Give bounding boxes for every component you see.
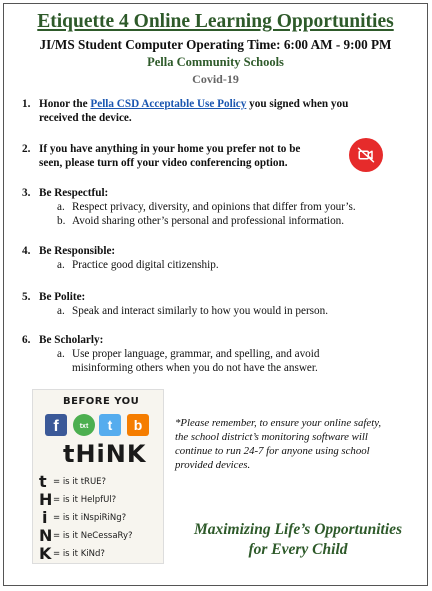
poster-row: t = is it tRUE? — [39, 472, 107, 491]
svg-text:txt: txt — [79, 423, 89, 430]
page-title: Etiquette 4 Online Learning Opportunities — [37, 11, 394, 32]
sub-letter: b. — [57, 215, 66, 227]
facebook-icon — [45, 414, 67, 436]
note-line: provided devices. — [175, 459, 251, 471]
poster-row: N = is it NeCessaRy? — [39, 526, 133, 545]
item-label: Be Responsible: — [39, 245, 116, 257]
poster-heading: BEFORE YOU — [63, 396, 140, 407]
blogger-icon — [127, 414, 149, 436]
motto-line-1: Maximizing Life’s Opportunities — [193, 521, 403, 538]
sub-text: Practice good digital citizenship. — [72, 259, 219, 271]
motto-line-2: for Every Child — [248, 541, 348, 558]
topic-label: Covid-19 — [192, 72, 239, 86]
sub-text: misinforming others when you do not have the answer. — [72, 362, 318, 374]
item-label: Be Respectful: — [39, 187, 109, 199]
district-motto — [172, 520, 424, 560]
sub-text: Use proper language, grammar, and spelling, and avoid — [72, 348, 320, 360]
item-text: Honor the — [39, 98, 91, 110]
item-line: If you have anything in your home you prefer not to be — [39, 143, 301, 155]
sub-text: Respect privacy, diversity, and opinions that differ from your’s. — [72, 201, 356, 213]
poster-think: tHiNK — [63, 440, 147, 468]
sub-text: Avoid sharing other’s personal and professional information. — [72, 215, 345, 227]
note-line: *Please remember, to ensure your online safety, — [175, 417, 382, 429]
think-poster — [32, 389, 164, 564]
district-name: Pella Community Schools — [147, 55, 284, 69]
sub-letter: a. — [57, 201, 65, 213]
text-message-icon — [73, 414, 95, 436]
item-number: 4. — [22, 245, 31, 257]
note-line: the school district’s monitoring software will — [175, 431, 368, 443]
svg-text:f: f — [53, 418, 59, 435]
sub-letter: a. — [57, 348, 65, 360]
social-icons — [43, 412, 158, 438]
note-line: continue to run 24-7 for anyone using school — [175, 445, 370, 457]
poster-row: K = is it KiNd? — [39, 544, 105, 563]
safety-note — [175, 416, 420, 472]
item-text: you signed when you — [246, 98, 349, 110]
sub-text: Speak and interact similarly to how you would in person. — [72, 305, 329, 317]
video-off-icon — [349, 138, 383, 172]
poster-row: H = is it HelpfUl? — [39, 490, 117, 509]
item-number: 1. — [22, 98, 31, 110]
item-line: received the device. — [39, 112, 132, 124]
twitter-icon — [99, 414, 121, 436]
svg-text:t: t — [107, 417, 113, 433]
item-label: Be Polite: — [39, 291, 86, 303]
poster-row: i = is it iNspiRiNg? — [42, 508, 127, 527]
sub-letter: a. — [57, 305, 65, 317]
item-number: 3. — [22, 187, 31, 199]
item-number: 5. — [22, 291, 31, 303]
sub-letter: a. — [57, 259, 65, 271]
item-number: 6. — [22, 334, 31, 346]
item-line — [39, 97, 348, 111]
operating-time: JI/MS Student Computer Operating Time: 6:00 AM - 9:00 PM — [39, 37, 392, 52]
acceptable-use-policy-link[interactable]: Pella CSD Acceptable Use Policy — [90, 98, 247, 110]
svg-text:b: b — [133, 417, 143, 433]
item-label: Be Scholarly: — [39, 334, 104, 346]
item-line: seen, please turn off your video conferencing option. — [39, 157, 288, 169]
flyer-page — [3, 3, 428, 586]
item-number: 2. — [22, 143, 31, 155]
